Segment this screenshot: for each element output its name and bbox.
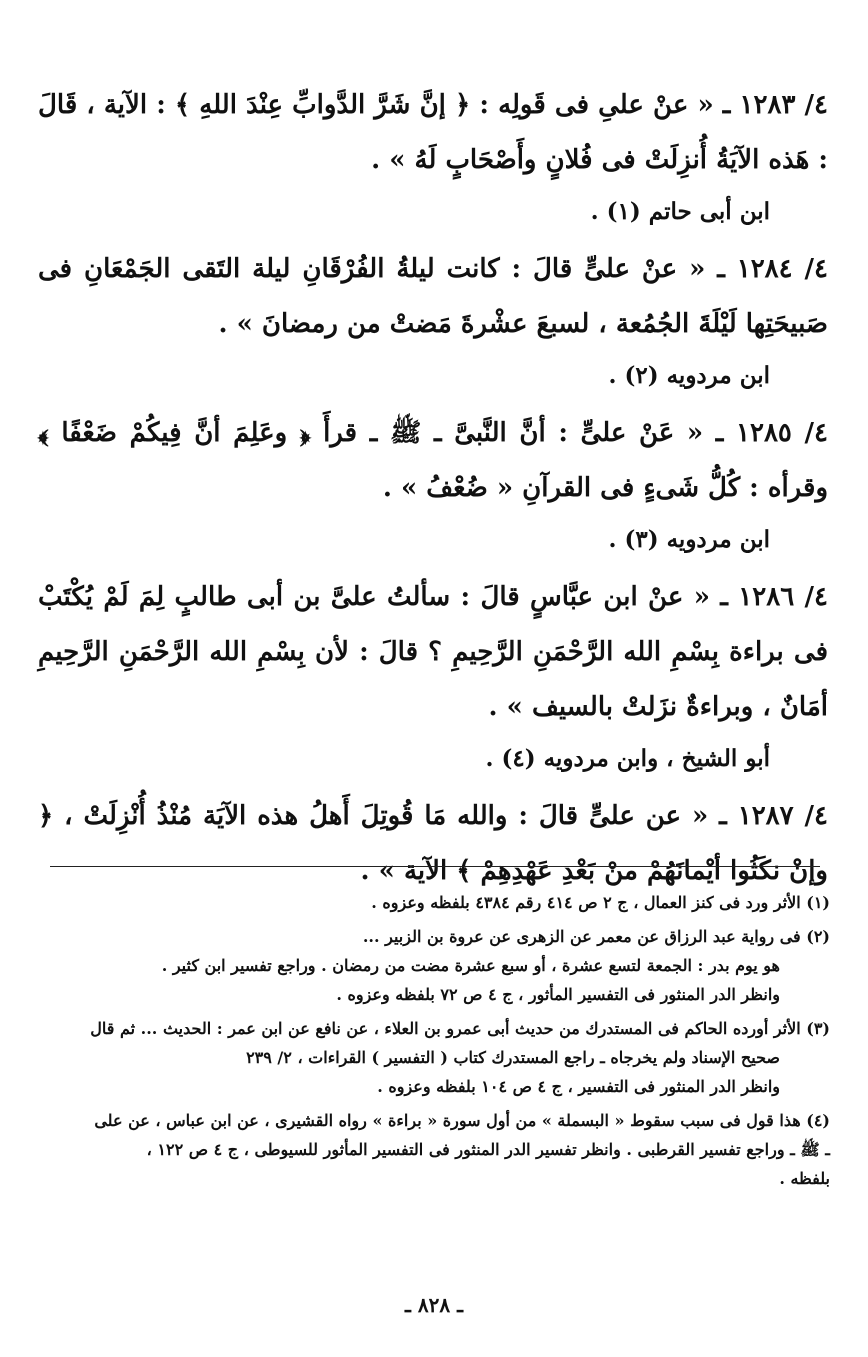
hadith-source-1283: ابن أبى حاتم (١) . bbox=[590, 198, 770, 225]
footnote-line: هو يوم بدر : الجمعة لتسع عشرة ، أو سبع عشرة مضت من رمضان . وراجع تفسير ابن كثير . bbox=[161, 956, 780, 975]
footnote-divider bbox=[50, 866, 820, 867]
hadith-entry-1284: ٤/ ١٢٨٤ ـ « عنْ علىٍّ قالَ : كانت ليلةُ الفُرْقَانِ ليلة التَقى الجَمْعَانِ فى صَبيحَتِها لَيْلَةَ الجُمُعة ، لسبعَ عشْرةَ مَضتْ من رمضانَ » . bbox=[38, 254, 828, 339]
footnote-1 bbox=[30, 888, 830, 917]
hadith-entry-1283: ٤/ ١٢٨٣ ـ « عنْ علىِ فى قَولِه : ﴿ إنَّ شَرَّ الدَّوابِّ عِنْدَ اللهِ ﴾ : الآية ، قَالَ : هَذه الآيَةُ أُنزِلَتْ فى فُلانٍ وأَصْحَابٍ لَهُ » . bbox=[38, 90, 828, 175]
footnote-2 bbox=[30, 922, 830, 1009]
hadith-entry-1285: ٤/ ١٢٨٥ ـ « عَنْ علىٍّ : أنَّ النَّبىَّ ـ ﷺ ـ قرأَ ﴿ وعَلِمَ أنَّ فِيكُمْ ضَعْفًا ﴾ وقرأه : كُلُّ شَىءٍ فى القرآنِ « ضُعْفُ » . bbox=[38, 418, 828, 503]
footnote-line: بلفظه . bbox=[779, 1169, 830, 1188]
footnote-4 bbox=[30, 1106, 830, 1193]
footnote-line: (١) الأثر ورد فى كنز العمال ، ج ٢ ص ٤١٤ رقم ٤٣٨٤ بلفظه وعزوه . bbox=[371, 893, 830, 912]
footnote-line: وانظر الدر المنثور فى التفسير ، ج ٤ ص ١٠٤ بلفظه وعزوه . bbox=[377, 1077, 780, 1096]
footnote-line: ـ ﷺ ـ وراجع تفسير القرطبى . وانظر تفسير الدر المنثور فى التفسير المأثور للسيوطى ، ج ٤ ص ١٢٢ ، bbox=[146, 1140, 830, 1159]
footnote-line: (٤) هذا قول فى سبب سقوط « البسملة » من أول سورة « براءة » رواه القشيرى ، عن ابن عباس ، عن على bbox=[94, 1111, 830, 1130]
hadith-source-1284: ابن مردويه (٢) . bbox=[608, 362, 770, 389]
hadith-entry-1287: ٤/ ١٢٨٧ ـ « عن علىٍّ قالَ : والله مَا قُوتِلَ أَهلُ هذه الآيَة مُنْذُ أُنْزِلَتْ ، ﴿ وإنْ نكَثُوا أيْمانَهُمْ منْ بَعْدِ عَهْدِهِمْ ﴾ الآية » . bbox=[38, 801, 828, 886]
footnote-line: صحيح الإسناد ولم يخرجاه ـ راجع المستدرك كتاب ( التفسير ) القراءات ، ٢/ ٢٣٩ bbox=[246, 1048, 780, 1067]
footnotes bbox=[30, 888, 830, 1198]
hadith-source-1286: أبو الشيخ ، وابن مردويه (٤) . bbox=[485, 745, 770, 772]
footnote-line: (٣) الأثر أورده الحاكم فى المستدرك من حديث أبى عمرو بن العلاء ، عن نافع عن ابن عمر : الحديث ... ثم قال bbox=[90, 1019, 830, 1038]
footnote-line: (٢) فى رواية عبد الرزاق عن معمر عن الزهرى عن عروة بن الزبير ... bbox=[362, 927, 830, 946]
page-number: ـ ٨٢٨ ـ bbox=[405, 1293, 463, 1317]
hadith-entry-1286: ٤/ ١٢٨٦ ـ « عنْ ابن عبَّاسٍ قالَ : سألتُ علىَّ بن أبى طالبٍ لِمَ لَمْ يُكْتَبْ فى براءة بِسْمِ الله الرَّحْمَنِ الرَّحِيمِ ؟ قالَ : لأن بِسْمِ الله الرَّحْمَنِ الرَّحِيمِ أمَانٌ ، وبراءةٌ نزَلتْ بالسيف » . bbox=[38, 582, 828, 722]
main-text bbox=[38, 78, 828, 899]
footnote-3 bbox=[30, 1014, 830, 1101]
hadith-source-1285: ابن مردويه (٣) . bbox=[608, 526, 770, 553]
footnote-line: وانظر الدر المنثور فى التفسير المأثور ، ج ٤ ص ٧٢ بلفظه وعزوه . bbox=[336, 985, 780, 1004]
